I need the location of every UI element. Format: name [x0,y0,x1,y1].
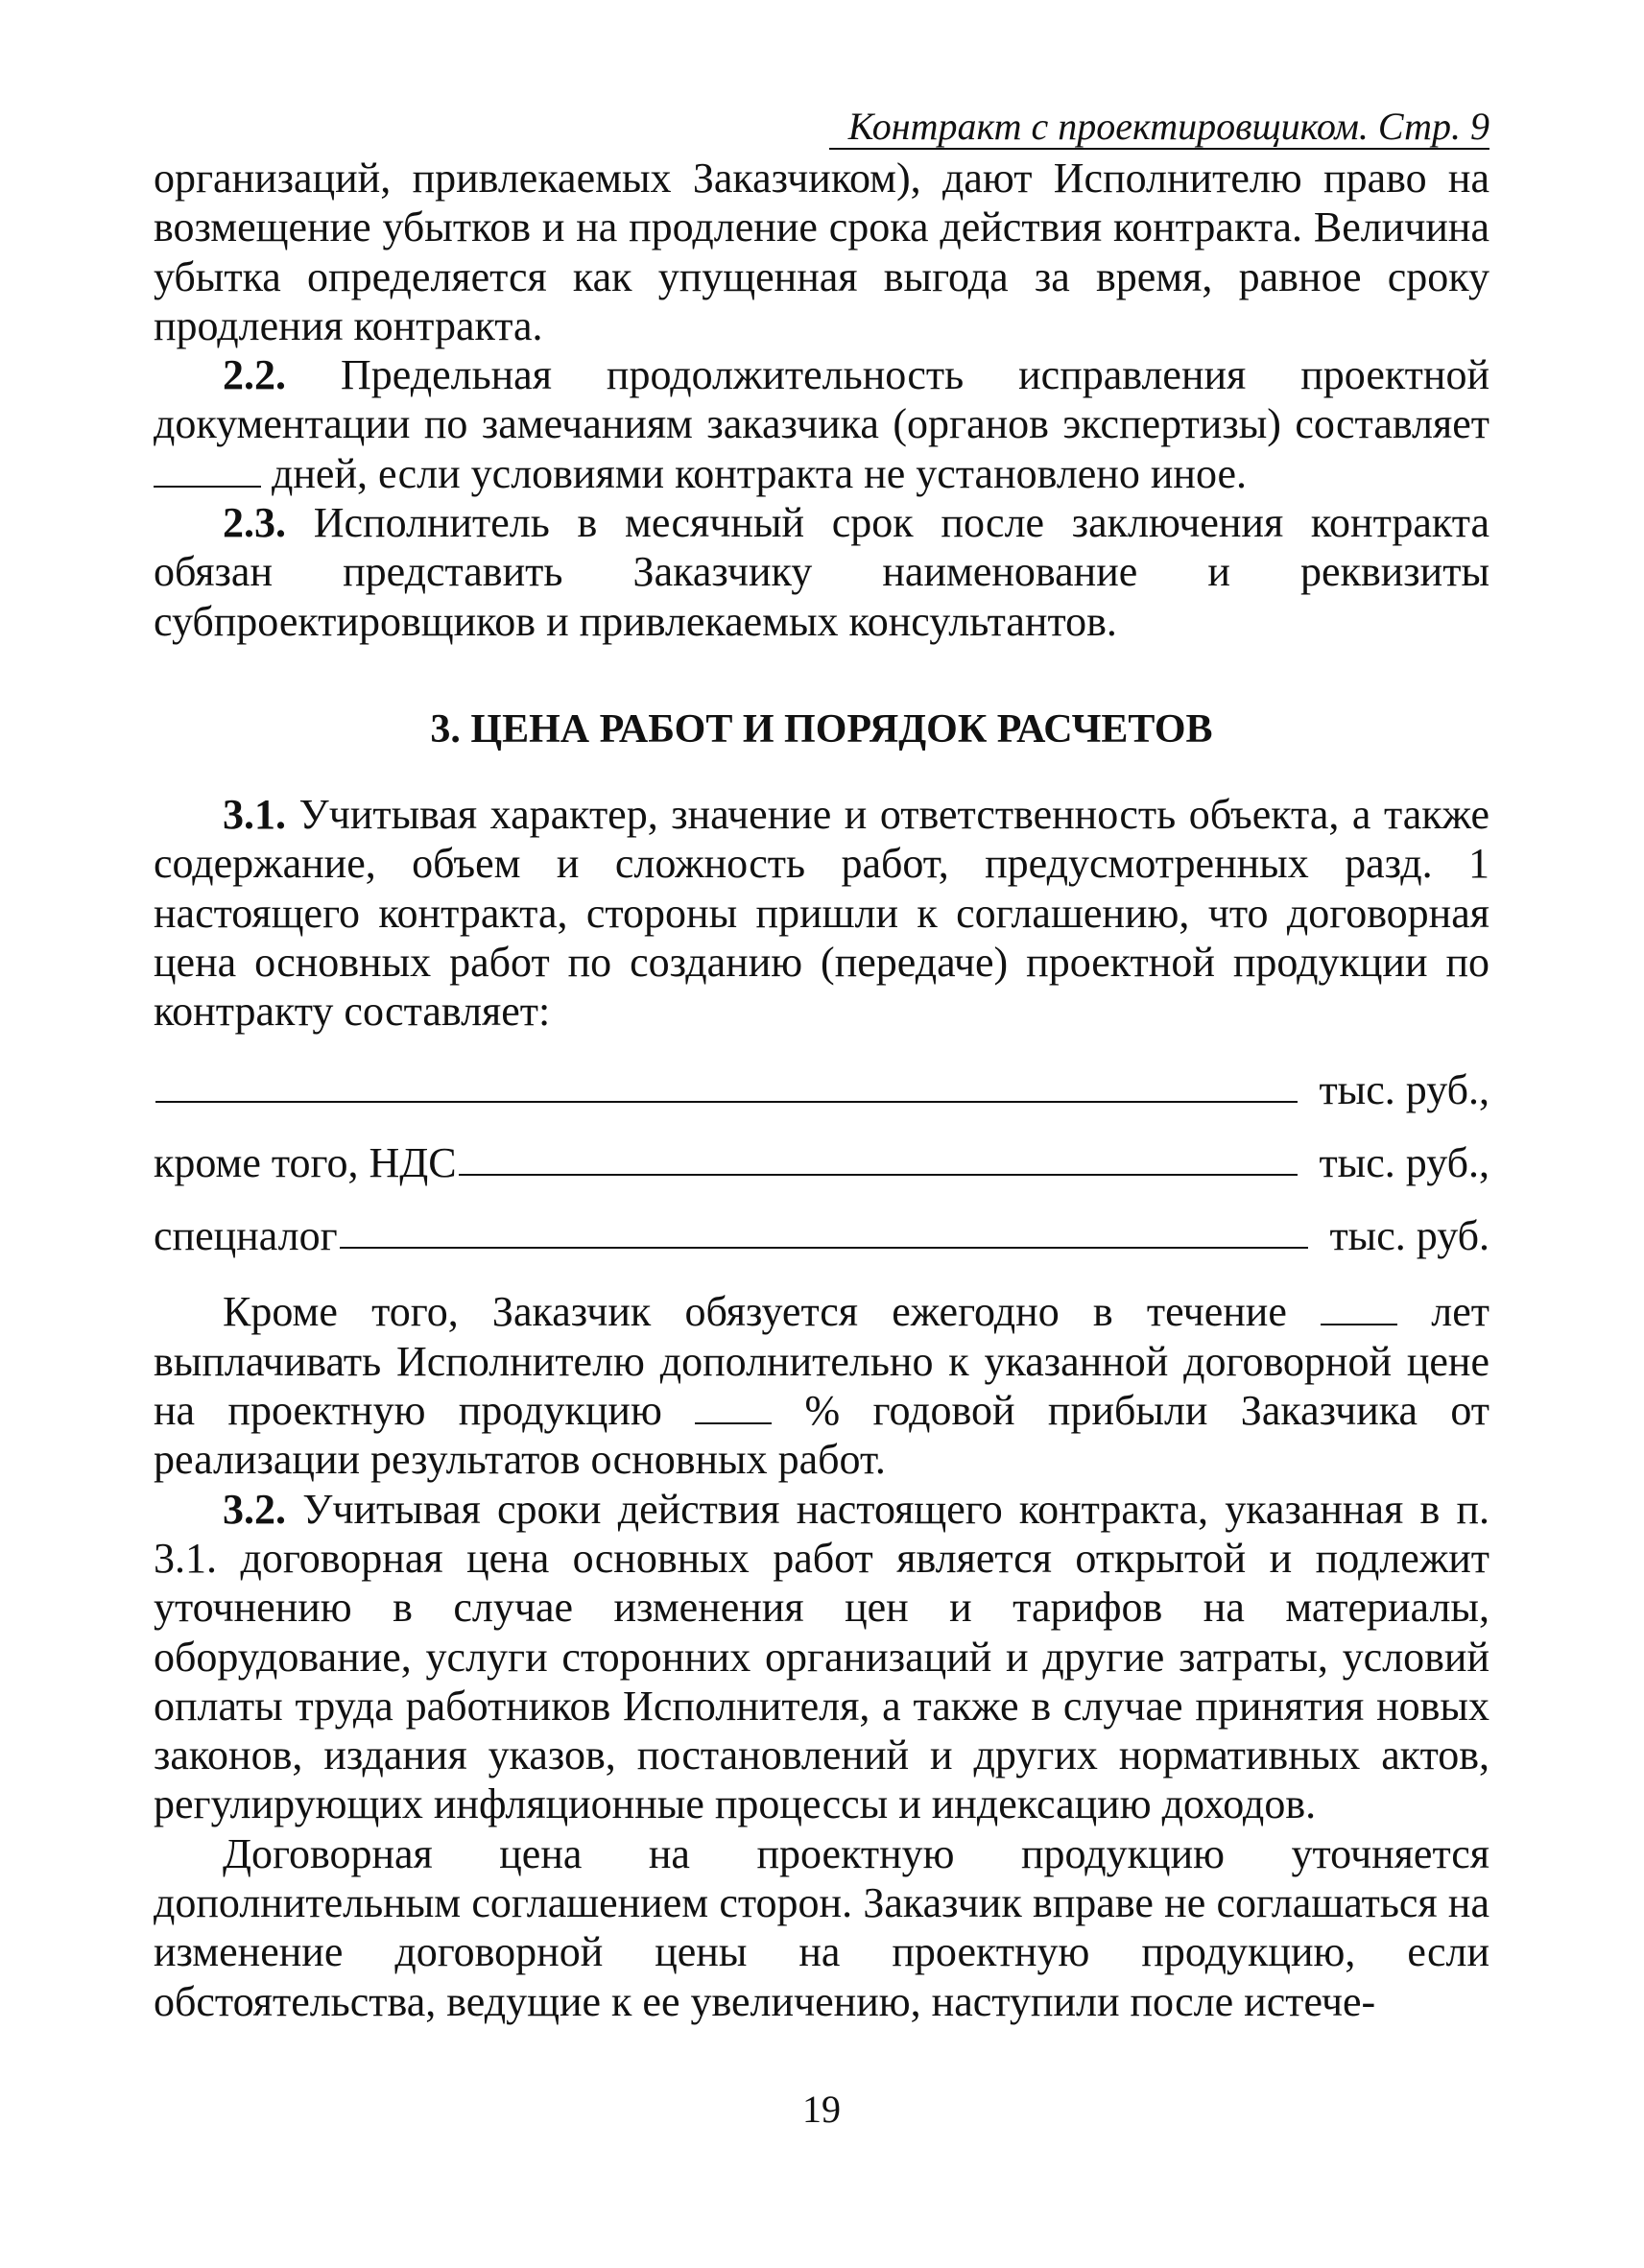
page-number: 19 [802,2088,841,2131]
paragraph-extra-payment [154,1287,1489,1484]
paragraph-3-1 [154,790,1489,1036]
percent-blank [695,1388,772,1424]
paragraph-price-adjustment: Договорная цена на проектную продукцию уточняется дополнительным соглашением сторон. Заказчик вправе не соглашаться на изменение договорной цены на проектную продукцию, если обстоятельства, ведущие к ее увеличению, наступили после истече- [154,1829,1489,2025]
years-blank [1321,1289,1397,1325]
clause-text: Предельная продолжительность исправления проектной документации по замечаниям заказчика (органов экспертизы) составляет [154,351,1489,448]
price-line-base [154,1041,1489,1114]
clause-number: 2.2. [223,351,286,399]
running-header [154,106,1489,154]
price-line-label: спецналог [154,1212,338,1260]
paragraph-3-2 [154,1485,1489,1829]
price-line-unit: тыс. руб. [1329,1212,1489,1260]
price-line-blank [340,1245,1309,1249]
price-line-special-tax [154,1187,1489,1260]
price-line-unit: тыс. руб., [1319,1139,1489,1187]
price-line-unit: тыс. руб., [1319,1066,1489,1114]
section-title: 3. ЦЕНА РАБОТ И ПОРЯДОК РАСЧЕТОВ [430,706,1213,752]
paragraph-2-3 [154,498,1489,646]
paragraph-continuation: организаций, привлекаемых Заказчиком), дают Исполнителю право на возмещение убытков и на продление срока действия контракта. Величина убытка определяется как упущенная выгода за время, равное сроку продления контракта. [154,155,1489,349]
clause-text: дней, если условиями контракта не установлено иное. [272,449,1248,497]
days-blank [154,451,261,488]
clause-number: 3.2. [223,1485,286,1533]
paragraph-2-2 [154,350,1489,498]
price-fill-lines [154,1041,1489,1260]
price-line-vat [154,1114,1489,1187]
clause-number: 2.3. [223,499,286,547]
clause-text: Учитывая сроки действия настоящего контракта, указанная в п. 3.1. договорная цена основных работ является открытой и подлежит уточнению в случае изменения цен и тарифов на материалы, оборудование, услуги сторонних организаций и другие затраты, условий оплаты труда работников Исполнителя, а также в случае принятия новых законов, издания указов, постановлений и других нормативных актов, регулирующих инфляционные процессы и индексацию доходов. [154,1485,1489,1828]
clause-text: % годовой прибыли Заказчика от реализации результатов основных работ. [154,1387,1490,1484]
price-line-blank [459,1172,1299,1176]
price-line-blank [155,1099,1298,1103]
document-page [154,106,1489,2217]
clause-number: 3.1. [223,790,286,838]
clause-text: лет выплачивать Исполнителю дополнительно к указанной договорной цене на проектную продукцию [154,1288,1489,1435]
running-title: Контракт с проектировщиком. Стр. 9 [829,105,1489,150]
clause-text: Кроме того, Заказчик обязуется ежегодно в течение [223,1288,1287,1336]
clause-text: Учитывая характер, значение и ответственность объекта, а также содержание, объем и сложность работ, предусмотренных разд. 1 настоящего контракта, стороны пришли к соглашению, что договорная цена основных работ по созданию (передаче) проектной продукции по контракту составляет: [154,790,1489,1036]
price-line-label: кроме того, НДС [154,1139,457,1187]
clause-text: Исполнитель в месячный срок после заключения контракта обязан представить Заказчику наименование и реквизиты субпроектировщиков и привлекаемых консультантов. [154,499,1489,645]
